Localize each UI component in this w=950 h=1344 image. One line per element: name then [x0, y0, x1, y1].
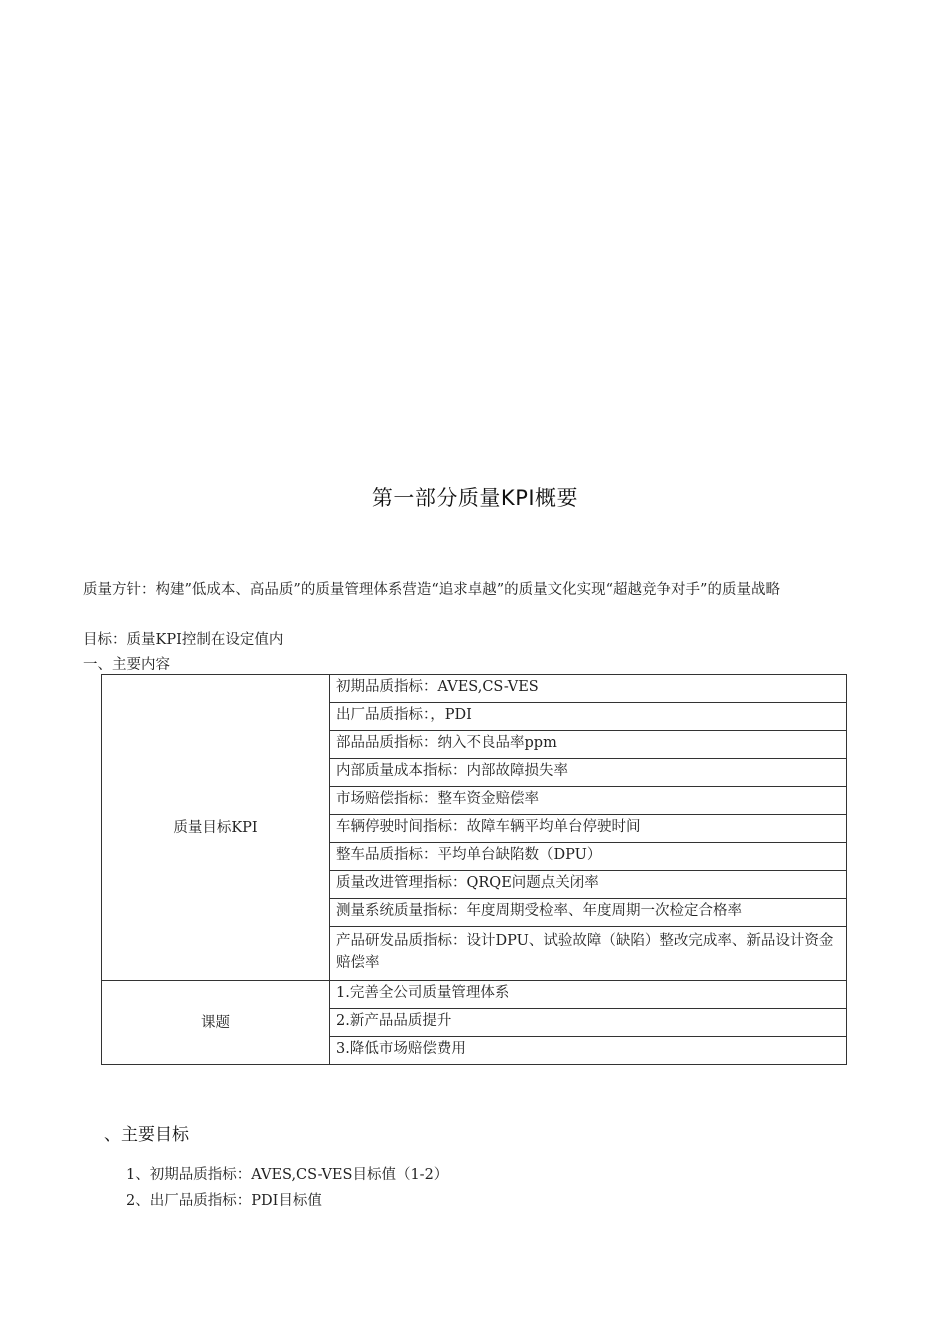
kpi-item-cell: 质量改进管理指标：QRQE问题点关闭率 [330, 871, 847, 899]
kpi-item-cell: 车辆停驶时间指标：故障车辆平均单台停驶时间 [330, 815, 847, 843]
quality-policy-text: 质量方针：构建”低成本、高品质”的质量管理体系营造“追求卓越”的质量文化实现“超越竞争对手”的质量战略 [83, 582, 780, 598]
section-heading-main-content: 一、主要内容 [83, 657, 170, 673]
kpi-item-cell: 出厂品质指标：，PDI [330, 703, 847, 731]
kpi-item-cell: 测量系统质量指标：年度周期受检率、年度周期一次检定合格率 [330, 899, 847, 927]
kpi-item-cell: 市场赔偿指标：整车资金赔偿率 [330, 787, 847, 815]
section-heading-main-goals: 、主要目标 [104, 1125, 189, 1145]
kpi-category-cell: 质量目标KPI [102, 675, 330, 981]
kpi-item-cell: 部品品质指标：纳入不良品率ppm [330, 731, 847, 759]
kpi-item-cell: 内部质量成本指标：内部故障损失率 [330, 759, 847, 787]
topic-item-cell: 3.降低市场赔偿费用 [330, 1037, 847, 1065]
topic-item-cell: 2.新产品品质提升 [330, 1009, 847, 1037]
table-row [102, 981, 847, 1009]
kpi-item-cell: 整车品质指标：平均单台缺陷数（DPU） [330, 843, 847, 871]
goal-list-item: 1、初期品质指标：AVES,CS-VES目标值（1-2） [126, 1167, 449, 1183]
table-row [102, 675, 847, 703]
kpi-table [101, 674, 847, 1065]
kpi-item-cell: 初期品质指标：AVES,CS-VES [330, 675, 847, 703]
page-title: 第一部分质量KPI概要 [371, 486, 579, 510]
goal-text: 目标：质量KPI控制在设定值内 [83, 632, 284, 648]
topic-item-cell: 1.完善全公司质量管理体系 [330, 981, 847, 1009]
kpi-item-cell: 产品研发品质指标：设计DPU、试验故障（缺陷）整改完成率、新品设计资金赔偿率 [330, 927, 847, 981]
goal-list-item: 2、出厂品质指标：PDI目标值 [126, 1193, 322, 1209]
topic-category-cell: 课题 [102, 981, 330, 1065]
